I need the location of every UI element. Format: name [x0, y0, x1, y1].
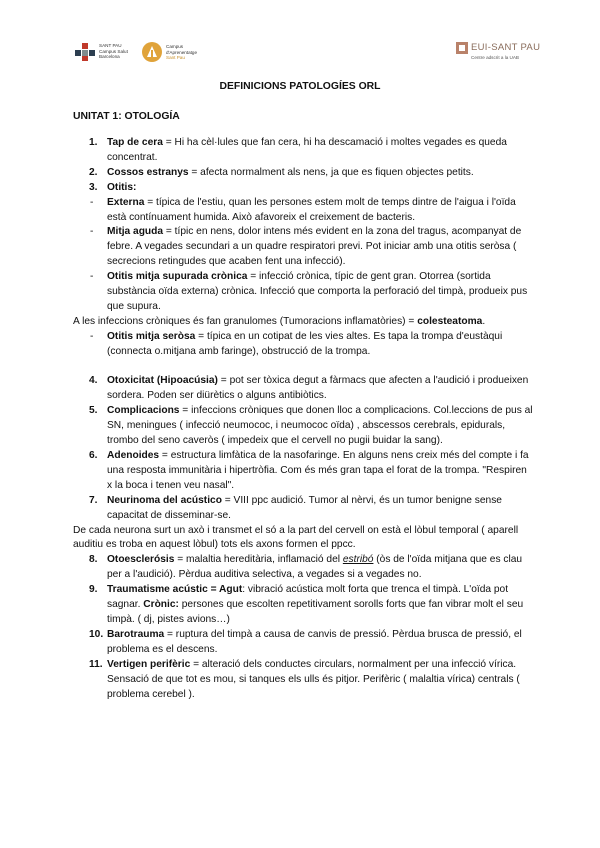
- term: Mitja aguda: [107, 226, 164, 238]
- campus-logo-line-1: Campus: [166, 44, 184, 49]
- term: Adenoides: [107, 450, 160, 462]
- list-marker: 8.: [89, 554, 98, 566]
- list-marker: 10.: [89, 628, 104, 640]
- list-item-otitis: [73, 181, 533, 196]
- unit-heading: UNITAT 1: OTOLOGÍA: [73, 111, 180, 122]
- definition: = malaltia hereditària, inflamació del: [174, 554, 343, 566]
- definition: = típic en nens, dolor intens més evident en la zona del tragus, acompanyat de febre. A vegades secundari a un quadre respiratori previ. Pot iniciar amb una otitis seròsa ( secrecions retingudes que acaben fent una infecció).: [107, 226, 522, 268]
- term: Otitis mitja seròsa: [107, 330, 196, 342]
- list-marker: 2.: [89, 166, 98, 178]
- term: Neurinoma del acústico: [107, 494, 222, 506]
- list-marker: 6.: [89, 450, 98, 462]
- bullet-dash: -: [90, 271, 94, 283]
- definition: = típica de l'estiu, quan les persones estem molt de temps dintre de l'aigua i l'oïda està contínuament humida. Això afavoreix el creixement de bacteris.: [107, 196, 516, 223]
- definition: = típica en un cotipat de les vies altes. Es tapa la trompa d'eustàqui (connecta o.mitjana amb faringe), obstrucció de la trompa.: [107, 330, 503, 357]
- term: Traumatisme acústic = Agut: [107, 584, 243, 596]
- list-item-otoesclerosis: [73, 553, 533, 583]
- list-item-tap-de-cera: [73, 136, 533, 166]
- definition: = alteració dels conductes circulars, normalment per una infecció vírica. Sensació de que tot es mou, si tanques els ulls és pitjor. Perifèric ( malaltia vírica) centrals ( problema cerebel ).: [107, 658, 520, 700]
- document-title: DEFINICIONS PATOLOGÍES ORL: [219, 81, 381, 92]
- list-marker: 4.: [89, 375, 98, 387]
- sant-pau-logo: [74, 40, 136, 66]
- list-item-neurinoma: [73, 494, 533, 524]
- sant-pau-logo-line-2: Campus Salut: [99, 48, 128, 54]
- sant-pau-emblem-icon: [74, 42, 96, 62]
- note-colesteatoma: [73, 315, 533, 330]
- eui-logo-name: EUI-SANT PAU: [471, 42, 541, 53]
- note-text: De cada neurona surt un axò i transmet el só a la part del cervell on està el lòbul temporal ( aparell auditiu es troba en aquest lòbul) tots els axons formen el ppcc.: [73, 524, 519, 551]
- eui-logo-tagline: Centre adscrit a la UAB: [471, 55, 519, 60]
- definition-continued: persones que escolten repetitivament sorolls forts que fan vibrar molt el seu timpà. ( dj, pistes avions…): [107, 599, 524, 625]
- term: Otitis:: [107, 181, 137, 193]
- list-marker: 3.: [89, 181, 98, 193]
- bullet-dash: -: [90, 330, 94, 342]
- list-item-mitja-aguda: [73, 225, 533, 270]
- campus-logo-line-2: d'Aprenentatge: [166, 49, 198, 55]
- definition: = estructura limfàtica de la nasofaringe. En alguns nens creix més del compte i fa una resposta immunitària i hipertròfia. Com és més gran tapa el forat de la trompa. "Respiren x la boca i tenen veu nasal".: [107, 450, 529, 491]
- definition: = infecció crònica, típic de gent gran. Otorrea (sortida substància oïda externa) crònica. Infecció que comporta la perforació del timpà, produeix pus que supura.: [107, 271, 528, 312]
- list-marker: 11.: [89, 658, 103, 670]
- list-item-otitis-serosa: [73, 330, 533, 360]
- subterm-cronic: Crònic:: [143, 599, 179, 611]
- list-item-adenoides: [73, 449, 533, 494]
- note-end: .: [482, 315, 486, 327]
- definition: = infeccions cròniques que donen lloc a complicacions. Col.leccions de pus al SN, meningues ( infecció neumococ, i neumococ oïda) , abscessos cerebrals, epidurals, trombo del seno caveròs ( impedeix que el cervell no pugii buidar la sang).: [107, 405, 533, 447]
- campus-emblem-icon: [141, 40, 163, 64]
- definition: : vibració acústica molt forta que trenca el timpà. L'oïda pot sagnar.: [107, 584, 509, 611]
- sant-pau-logo-line-1: SANT PAU: [99, 43, 122, 48]
- term: Otoxicitat (Hipoacúsia): [107, 375, 218, 387]
- term: Complicacions: [107, 405, 180, 417]
- note-text: A les infeccions cròniques és fan granulomes (Tumoracions inflamatòries) =: [73, 315, 418, 327]
- list-marker: 1.: [89, 137, 98, 148]
- list-marker: 9.: [89, 584, 98, 596]
- bullet-dash: -: [90, 226, 94, 238]
- list-item-vertigen: [73, 658, 533, 703]
- eui-sant-pau-logo: [456, 42, 541, 66]
- definition: = ruptura del timpà a causa de canvis de pressió. Pèrdua brusca de pressió, el problema es el descens.: [107, 628, 522, 655]
- term: colesteatoma: [417, 315, 483, 327]
- underlined-term: estribó: [342, 554, 374, 566]
- campus-logo-line-3: Sant Pau: [166, 55, 185, 61]
- list-marker: 5.: [89, 405, 98, 417]
- term: Otoesclerósis: [107, 554, 175, 566]
- definition: = afecta normalment als nens, ja que es fiquen objectes petits.: [188, 166, 474, 178]
- sant-pau-logo-line-3: Barcelona: [99, 54, 120, 60]
- campus-logo: [141, 40, 213, 66]
- definition: = Hi ha cèl·lules que fan cera, hi ha descamació i moltes vegades es queda concentrat.: [107, 137, 507, 163]
- bullet-dash: -: [90, 196, 94, 208]
- list-marker: 7.: [89, 494, 98, 506]
- list-item-externa: [73, 196, 533, 226]
- term: Externa: [107, 196, 145, 208]
- term: Barotrauma: [107, 628, 165, 640]
- list-item-otoxicitat: [73, 374, 533, 404]
- list-item-traumatisme-acustic: [73, 583, 533, 628]
- term: Vertigen perifèric: [107, 658, 191, 670]
- definition: = VIII ppc audició. Tumor al nèrvi, és un tumor benigne sense capacitat de disseminar-se.: [107, 494, 502, 521]
- list-item-barotrauma: [73, 628, 533, 658]
- eui-emblem-icon: [456, 42, 468, 54]
- list-item-complicacions: [73, 404, 533, 449]
- definition: = pot ser tòxica degut a fàrmacs que afecten a l'audició i produeixen sordera. Poden ser diürètics o alguns antibiòtics.: [107, 375, 529, 402]
- list-item-otitis-supurada: [73, 270, 533, 315]
- definitions-list: [73, 136, 533, 702]
- term: Cossos estranys: [107, 166, 189, 178]
- term: Tap de cera: [107, 137, 163, 148]
- term: Otitis mitja supurada crònica: [107, 271, 248, 283]
- list-item-cossos-estranys: [73, 166, 533, 181]
- definition-continued: (òs de l'oïda mitjana que es clau per a l'audició). Pèrdua auditiva selectiva, a vegades si a vegades no.: [107, 554, 523, 581]
- note-neurona: [73, 524, 533, 554]
- spacer: [73, 360, 533, 375]
